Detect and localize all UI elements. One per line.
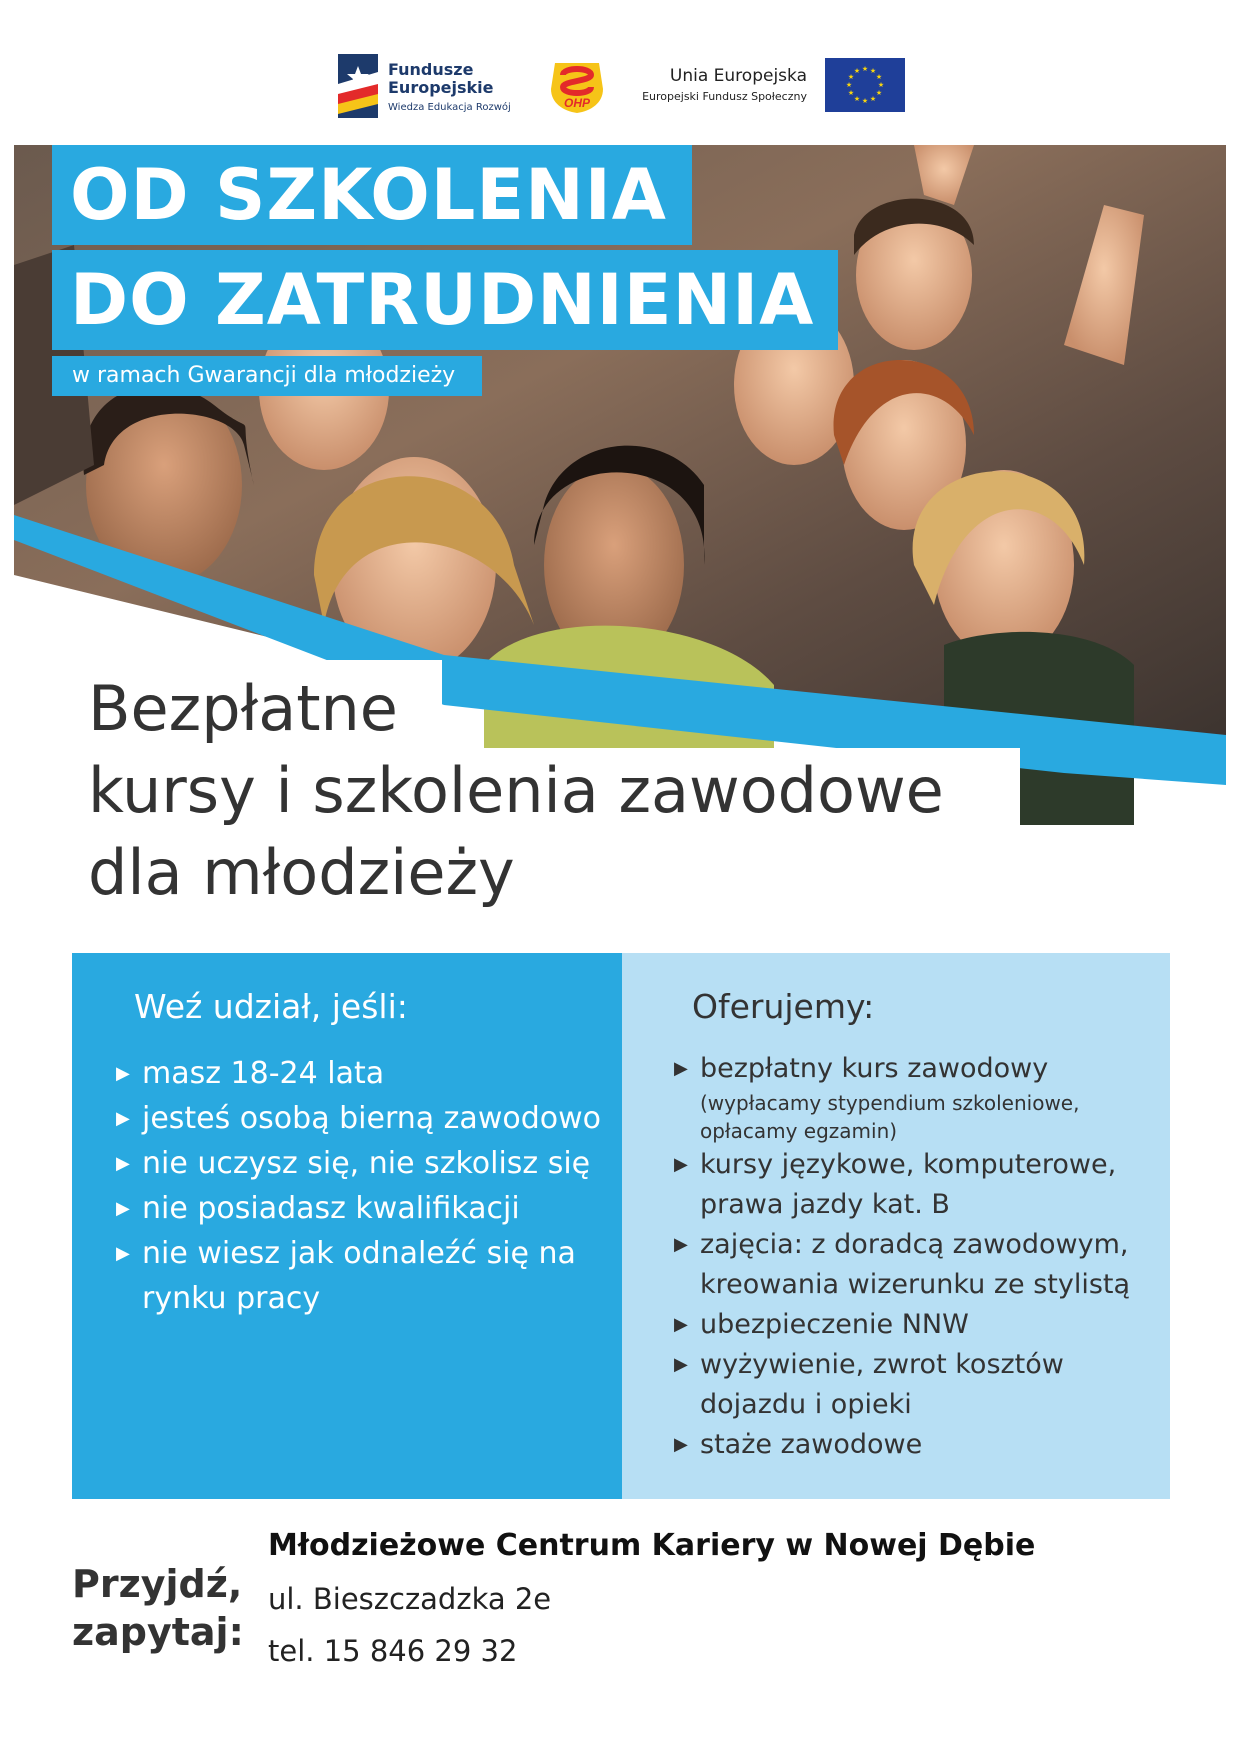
logo-fundusze-europejskie — [338, 52, 528, 120]
list-item-text: wyżywienie, zwrot kosztów dojazdu i opieki — [700, 1349, 1064, 1420]
eligibility-heading: Weź udział, jeśli: — [134, 987, 408, 1026]
bullet-arrow-icon: ▶ — [674, 1058, 688, 1079]
eu-subtitle: Europejski Fundusz Społeczny — [642, 90, 807, 103]
list-item — [670, 1145, 1160, 1225]
svg-text:★: ★ — [875, 73, 883, 81]
svg-text:★: ★ — [869, 67, 877, 75]
list-item-text: ubezpieczenie NNW — [700, 1309, 969, 1340]
fundusze-europejskie-mark-icon — [338, 54, 378, 118]
svg-text:★: ★ — [853, 67, 861, 75]
list-item-text: nie posiadasz kwalifikacji — [142, 1191, 520, 1226]
bullet-arrow-icon: ▶ — [674, 1154, 688, 1175]
list-item-text: nie uczysz się, nie szkolisz się — [142, 1146, 591, 1181]
call-to-action — [72, 1560, 244, 1656]
list-item-text: jesteś osobą bierną zawodowo — [142, 1101, 601, 1136]
svg-text:★: ★ — [847, 89, 855, 97]
headline — [88, 668, 944, 914]
fe-name-line1: Fundusze — [388, 60, 474, 79]
svg-text:★: ★ — [861, 97, 869, 105]
svg-text:★: ★ — [845, 81, 853, 89]
headline-line-3: dla młodzieży — [88, 836, 515, 909]
logo-ohp — [547, 55, 607, 115]
svg-text:★: ★ — [861, 65, 869, 73]
svg-text:★: ★ — [869, 95, 877, 103]
ohp-text: OHP — [563, 96, 591, 110]
offer-list — [670, 1049, 1160, 1465]
eligibility-list — [112, 1051, 612, 1321]
contact-phone[interactable]: tel. 15 846 29 32 — [268, 1634, 518, 1668]
headline-line-1: Bezpłatne — [88, 672, 398, 745]
title-subtitle: w ramach Gwarancji dla młodzieży — [52, 356, 482, 396]
title-line-2: DO ZATRUDNIENIA — [52, 250, 838, 350]
bullet-arrow-icon: ▶ — [116, 1153, 130, 1174]
bullet-arrow-icon: ▶ — [116, 1063, 130, 1084]
list-item — [670, 1345, 1160, 1425]
bullet-arrow-icon: ▶ — [116, 1108, 130, 1129]
list-item-text: staże zawodowe — [700, 1429, 923, 1460]
fe-name-line2: Europejskie — [388, 78, 494, 97]
bullet-arrow-icon: ▶ — [674, 1234, 688, 1255]
eligibility-panel — [72, 953, 622, 1499]
list-item-text: nie wiesz jak odnaleźć się na rynku pracy — [142, 1236, 576, 1316]
list-item — [670, 1305, 1160, 1345]
contact-address: ul. Bieszczadzka 2e — [268, 1582, 552, 1616]
fe-tagline: Wiedza Edukacja Rozwój — [388, 102, 511, 113]
title-line-1: OD SZKOLENIA — [52, 145, 692, 245]
list-item — [670, 1425, 1160, 1465]
eu-flag-icon — [825, 58, 905, 112]
bullet-arrow-icon: ▶ — [674, 1314, 688, 1335]
headline-line-2: kursy i szkolenia zawodowe — [88, 754, 944, 827]
list-item-text: zajęcia: z doradcą zawodowym, kreowania wizerunku ze stylistą — [700, 1229, 1131, 1300]
cta-line-2: zapytaj: — [72, 1610, 244, 1654]
list-item — [670, 1049, 1160, 1145]
cta-line-1: Przyjdź, — [72, 1562, 243, 1606]
list-item — [112, 1186, 612, 1231]
svg-text:★: ★ — [853, 95, 861, 103]
list-item — [112, 1051, 612, 1096]
list-item-text: bezpłatny kurs zawodowy — [700, 1053, 1049, 1084]
list-item — [112, 1141, 612, 1186]
bullet-arrow-icon: ▶ — [116, 1198, 130, 1219]
ohp-emblem-icon — [547, 55, 607, 115]
bullet-arrow-icon: ▶ — [116, 1243, 130, 1264]
svg-text:★: ★ — [847, 73, 855, 81]
list-item-text: masz 18-24 lata — [142, 1056, 385, 1091]
bullet-arrow-icon: ▶ — [674, 1354, 688, 1375]
list-item-note: (wypłacamy stypendium szkoleniowe, opłacamy egzamin) — [700, 1091, 1080, 1143]
list-item — [112, 1096, 612, 1141]
svg-text:★: ★ — [875, 89, 883, 97]
eu-title: Unia Europejska — [669, 66, 807, 86]
offer-panel — [622, 953, 1170, 1499]
svg-text:★: ★ — [877, 81, 885, 89]
bullet-arrow-icon: ▶ — [674, 1434, 688, 1455]
contact-organization: Młodzieżowe Centrum Kariery w Nowej Dębie — [268, 1528, 1036, 1563]
logo-unia-europejska — [637, 58, 905, 114]
offer-heading: Oferujemy: — [692, 987, 875, 1026]
list-item — [112, 1231, 612, 1321]
list-item-text: kursy językowe, komputerowe, prawa jazdy kat. B — [700, 1149, 1117, 1220]
list-item — [670, 1225, 1160, 1305]
